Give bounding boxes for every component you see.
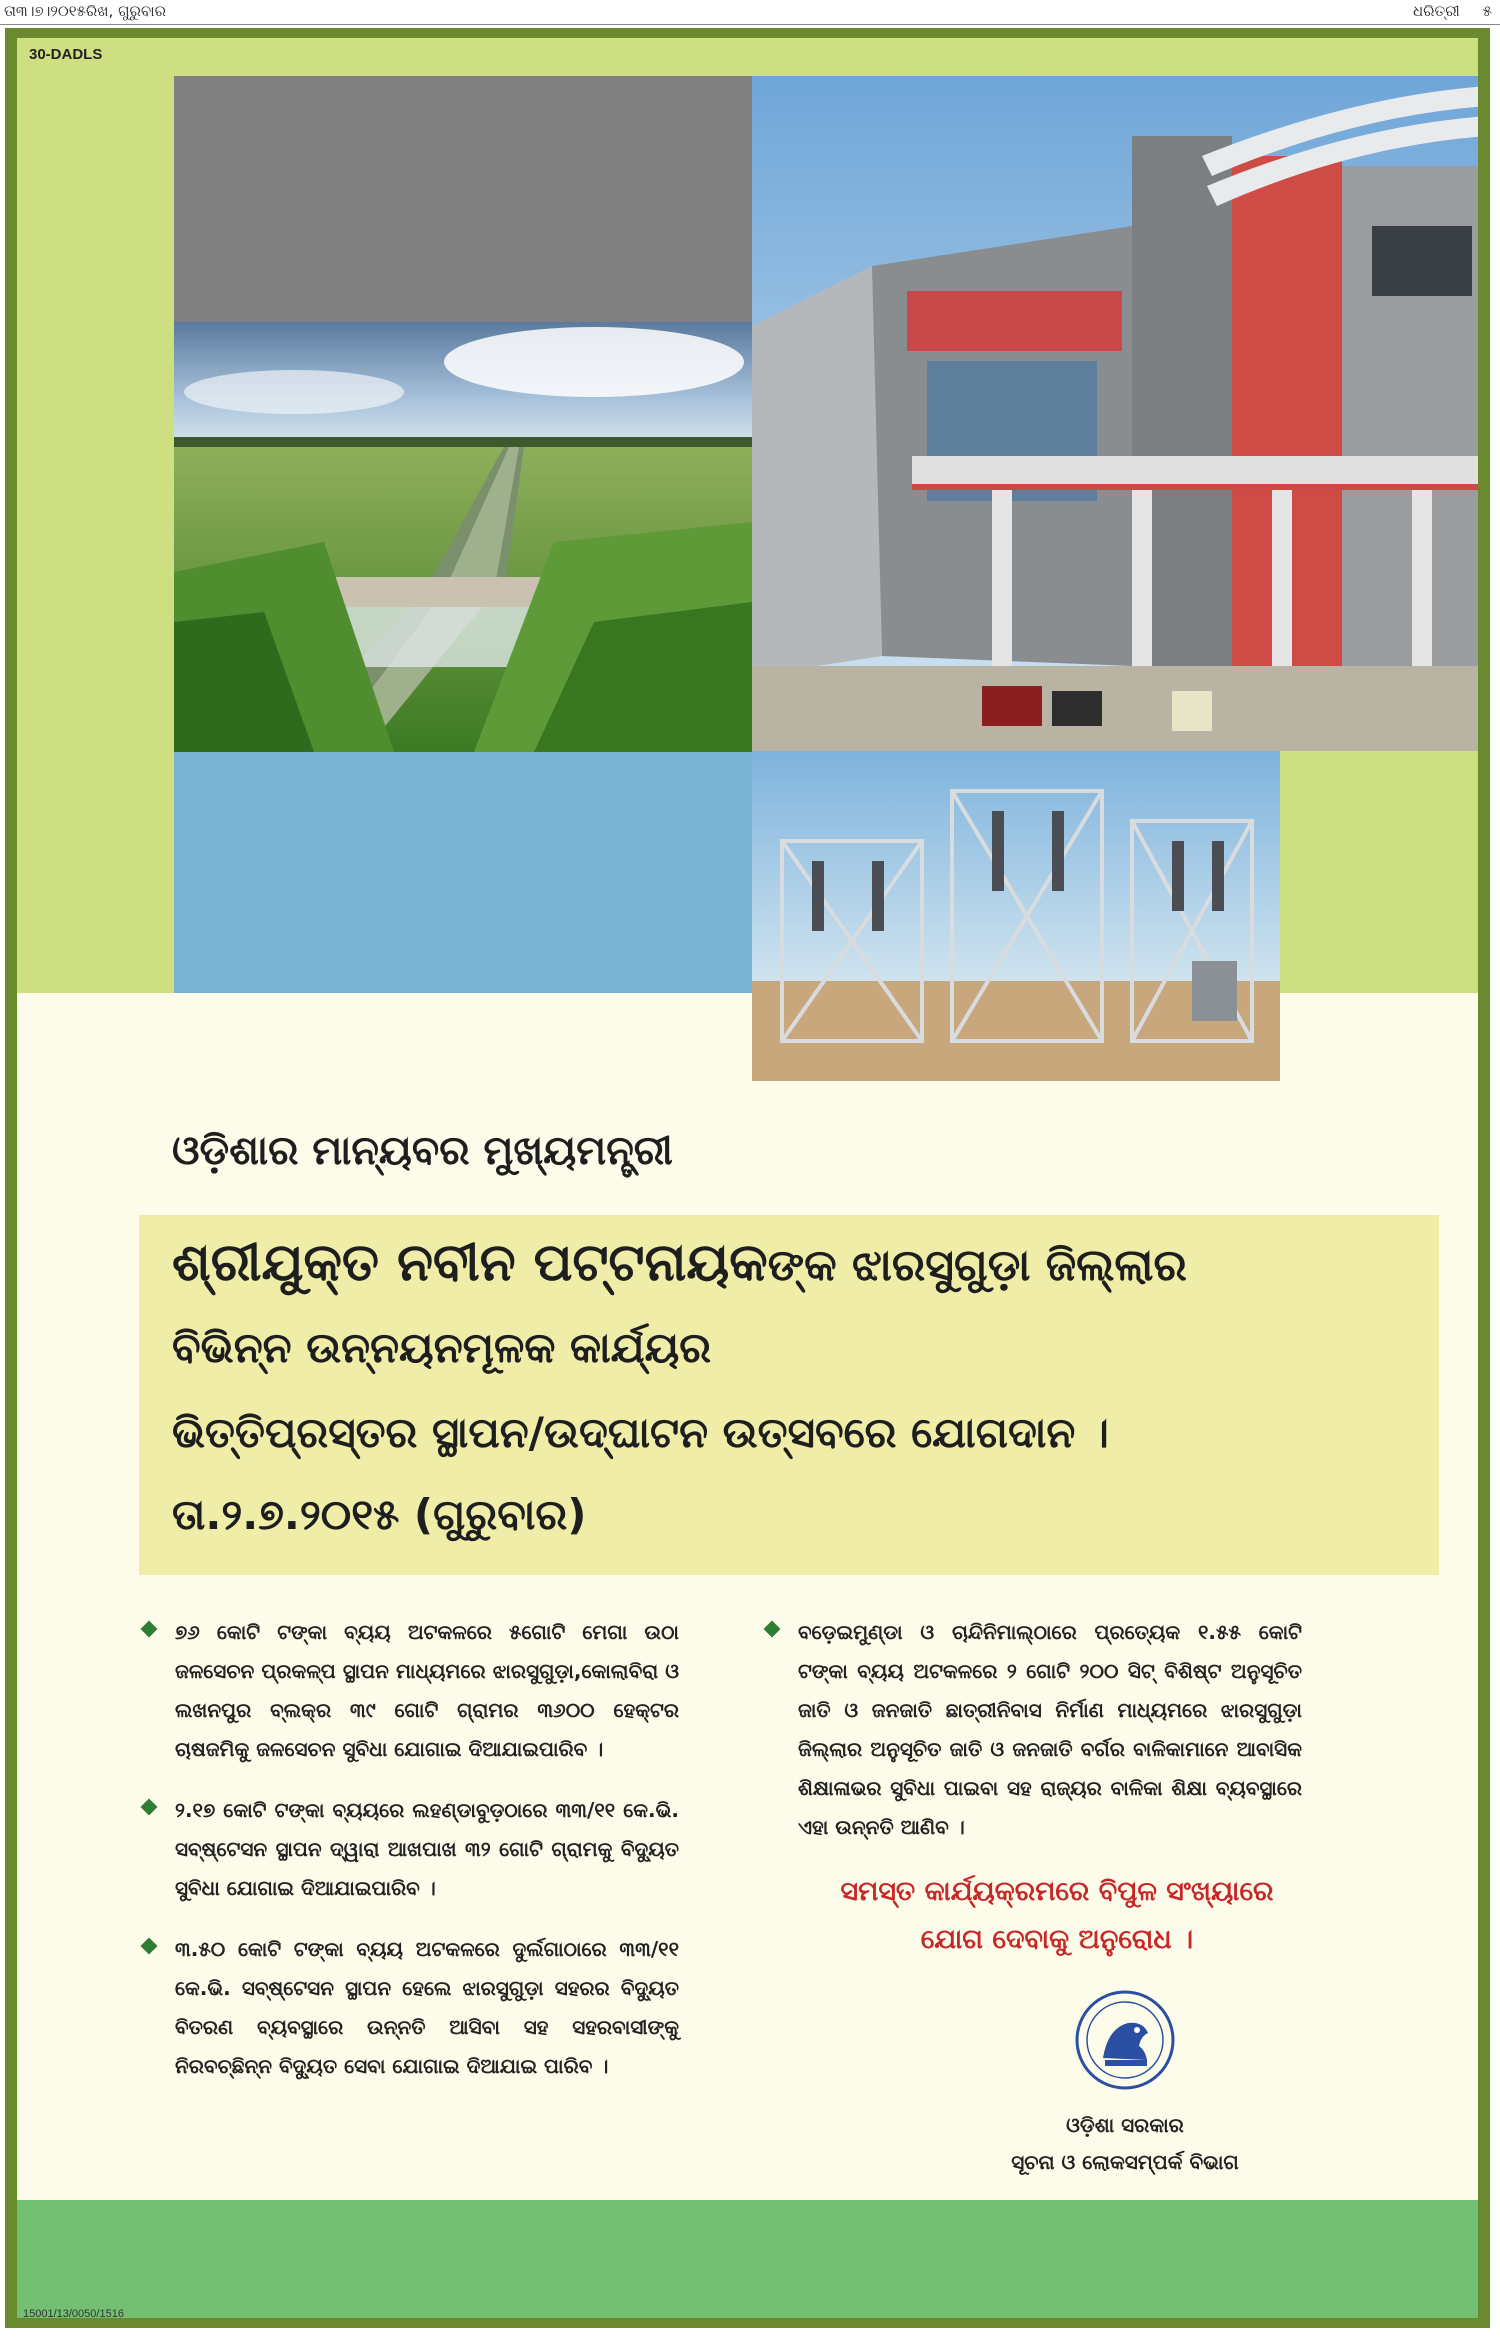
advertisement-frame (5, 28, 1490, 2328)
list-item (139, 1791, 679, 1908)
bottom-green-band (17, 2200, 1478, 2318)
paper-name: ଧରିତ୍ରୀ (1412, 2, 1460, 20)
blue-color-block (174, 751, 752, 993)
appeal-line-1: ସମସ୍ତ କାର୍ଯ୍ୟକ୍ରମରେ ବିପୁଳ ସଂଖ୍ୟାରେ (840, 1876, 1274, 1907)
appeal-line-2: ଯୋଗ ଦେବାକୁ ଅନୁରୋଧ । (920, 1924, 1194, 1955)
building-photo (752, 76, 1478, 751)
gray-color-block (174, 76, 752, 322)
odisha-emblem-icon (1073, 1988, 1177, 2092)
headline-date: ତା.୨.୭.୨୦୧୫ (ଗୁରୁବାର) (172, 1490, 587, 1539)
list-item (139, 1613, 679, 1769)
headline-line-2: ବିଭିନ୍ନ ଉନ୍ନୟନମୂଳକ କାର୍ଯ୍ୟର (172, 1323, 712, 1372)
header-date: ତା୩।୭।୨୦୧୫ରିଖ, ଗୁରୁବାର (4, 2, 166, 20)
list-item-text: ବଡ଼େଇମୁଣ୍ଡା ଓ ଚାନ୍ଦିନିମାଲ୍‌ଠାରେ ପ୍ରତ୍ୟେକ ୧.୫୫ କୋଟି ଟଙ୍କା ବ୍ୟୟ ଅଟକଳରେ ୨ ଗୋଟି ୨୦୦ ସିଟ୍ ବିଶିଷ୍ଟ ଅନୁସୂଚିତ ଜାତି ଓ ଜନଜାତି ଛାତ୍ରୀନିବାସ ନିର୍ମାଣ ମାଧ୍ୟମରେ ଝାରସୁଗୁଡ଼ା ଜିଲ୍ଲାର ଅନୁସୂଚିତ ଜାତି ଓ ଜନଜାତି ବର୍ଗର ବାଳିକାମାନେ ଆବାସିକ ଶିକ୍ଷାଳାଭର ସୁବିଧା ପାଇବା ସହ ରାଜ୍ୟର ବାଳିକା ଶିକ୍ଷା ବ୍ୟବସ୍ଥାରେ ଏହା ଉନ୍ନତି ଆଣିବ । (798, 1620, 1302, 1839)
diamond-bullet-icon (141, 1621, 158, 1638)
project-list-right (762, 1613, 1302, 1869)
advertisement-panel (17, 38, 1478, 2318)
substation-photo (752, 751, 1280, 1081)
headline-line-3: ଭିତ୍ତିପ୍ରସ୍ତର ସ୍ଥାପନ/ଉଦ୍‌ଘାଟନ ଉତ୍ସବରେ ଯୋଗଦାନ । (172, 1408, 1109, 1457)
chief-minister-name: ଶ୍ରୀଯୁକ୍ତ ନବୀନ ପଟ୍ଟନାୟକ (172, 1233, 768, 1293)
newspaper-header (0, 0, 1500, 25)
release-number: 15001/13/0050/1516 (23, 2308, 124, 2318)
ad-code: 30-DADLS (29, 46, 103, 63)
department-name: ସୂଚନା ଓ ଲୋକସମ୍ପର୍କ ବିଭାଗ (1011, 2150, 1239, 2174)
headline-box (139, 1215, 1439, 1575)
canal-photo (174, 322, 752, 752)
list-item (762, 1613, 1302, 1847)
appeal-text (777, 1868, 1337, 1964)
headline-intro: ଓଡ଼ିଶାର ମାନ୍ୟବର ମୁଖ୍ୟମନ୍ତ୍ରୀ (172, 1128, 673, 1174)
diamond-bullet-icon (141, 1799, 158, 1816)
government-name: ଓଡ଼ିଶା ସରକାର (1066, 2113, 1184, 2137)
list-item-text: ୭୬ କୋଟି ଟଙ୍କା ବ୍ୟୟ ଅଟକଳରେ ୫ଗୋଟି ମେଗା ଉଠା ଜଳସେଚନ ପ୍ରକଳ୍ପ ସ୍ଥାପନ ମାଧ୍ୟମରେ ଝାରସୁଗୁଡ଼ା,କୋଲାବିରା ଓ ଲଖନପୁର ବ୍ଲକ୍‌ର ୩୯ ଗୋଟି ଗ୍ରାମର ୩୬୦୦ ହେକ୍ଟର ଚାଷଜମିକୁ ଜଳସେଚନ ସୁବିଧା ଯୋଗାଇ ଦିଆଯାଇପାରିବ । (175, 1620, 679, 1761)
diamond-bullet-icon (141, 1938, 158, 1955)
list-item-text: ୩.୫୦ କୋଟି ଟଙ୍କା ବ୍ୟୟ ଅଟକଳରେ ଦୁର୍ଲଗାଠାରେ ୩୩/୧୧ କେ.ଭି. ସବ୍‌ଷ୍ଟେସନ ସ୍ଥାପନ ହେଲେ ଝାରସୁଗୁଡ଼ା ସହରର ବିଦ୍ୟୁତ ବିତରଣ ବ୍ୟବସ୍ଥାରେ ଉନ୍ନତି ଆସିବା ସହ ସହରବାସୀଙ୍କୁ ନିରବଚ୍ଛିନ୍ନ ବିଦ୍ୟୁତ ସେବା ଯୋଗାଇ ଦିଆଯାଇ ପାରିବ । (175, 1937, 679, 2078)
headline-line-1-rest: ଙ୍କ ଝାରସୁଗୁଡ଼ା ଜିଲ୍ଲାର (767, 1240, 1187, 1291)
page-number: ୫ (1482, 2, 1492, 20)
project-list-left (139, 1613, 679, 2108)
list-item-text: ୨.୧୭ କୋଟି ଟଙ୍କା ବ୍ୟୟରେ ଲହଣ୍ଡାବୁଡ଼ଠାରେ ୩୩/୧୧ କେ.ଭି. ସବ୍‌ଷ୍ଟେସନ ସ୍ଥାପନ ଦ୍ୱାରା ଆଖପାଖ ୩୨ ଗୋଟି ଗ୍ରାମକୁ ବିଦ୍ୟୁତ ସୁବିଧା ଯୋଗାଇ ଦିଆଯାଇପାରିବ । (175, 1798, 679, 1900)
header-right (1395, 2, 1492, 20)
diamond-bullet-icon (764, 1621, 781, 1638)
headline-line-1 (172, 1233, 1187, 1294)
list-item (139, 1930, 679, 2086)
